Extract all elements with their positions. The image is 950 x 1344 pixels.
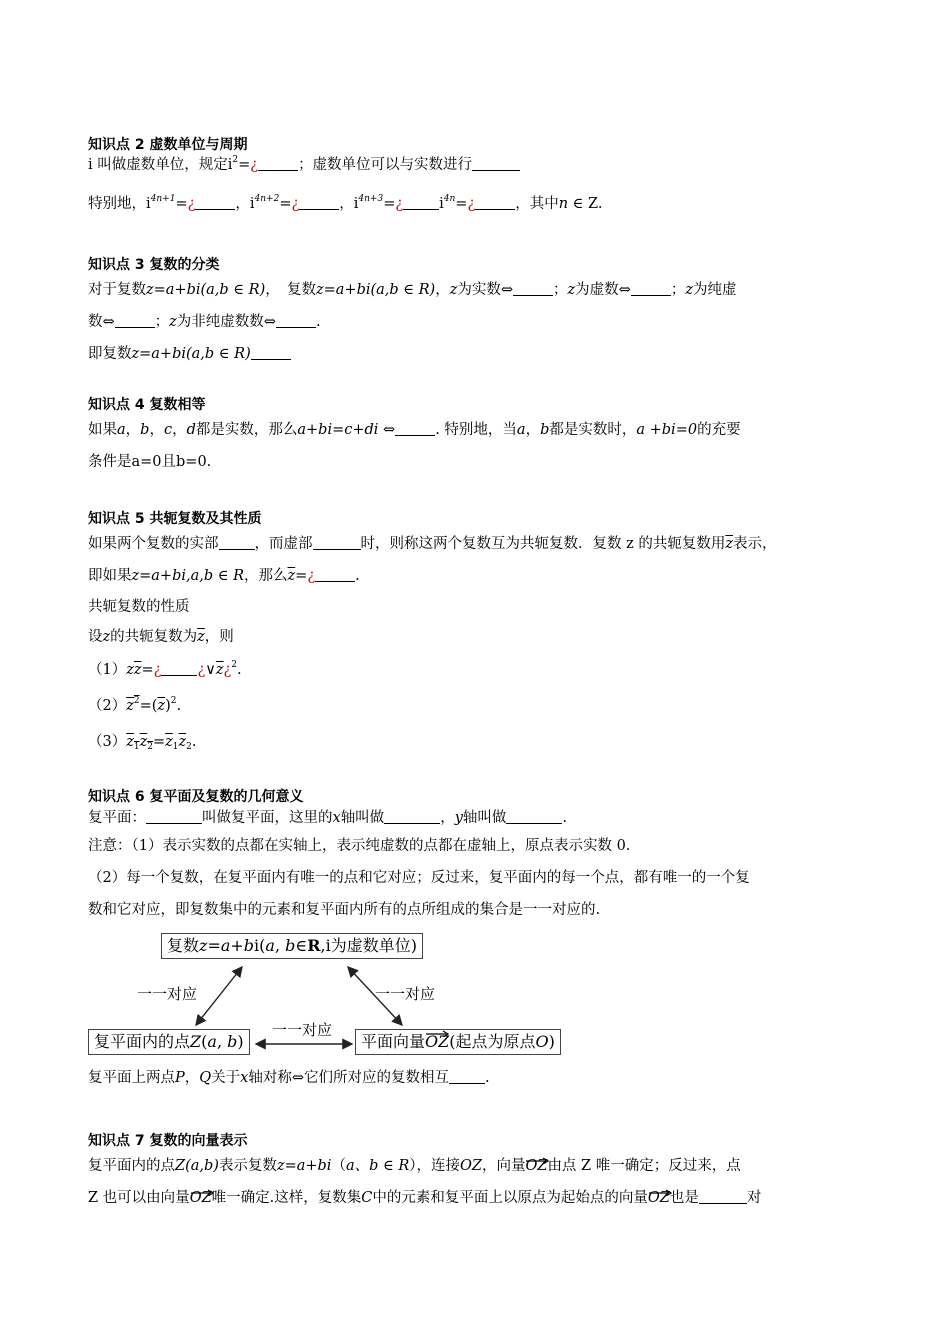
section-5-title: 知识点 5 共轭复数及其性质 bbox=[88, 511, 262, 527]
blank[interactable] bbox=[513, 281, 553, 296]
section-3-title: 知识点 3 复数的分类 bbox=[88, 257, 220, 273]
section-6-line-3: （2）每一个复数，在复平面内有唯一的点和它对应；反过来，复平面内的每一个点，都有唯一的一个复 bbox=[88, 870, 750, 886]
blank[interactable] bbox=[313, 535, 361, 550]
section-7-line-1: 复平面内的点Z(a,b)表示复数z=a+bi（a、b ∈ R），连接OZ，向量OZ 由点 Z 唯一确定；反过来，点 bbox=[88, 1158, 741, 1174]
blank[interactable] bbox=[475, 195, 515, 210]
section-2 bbox=[88, 136, 863, 220]
blank[interactable] bbox=[115, 313, 155, 328]
section-5-line-3: 共轭复数的性质 bbox=[88, 599, 190, 615]
vector-oz: OZ bbox=[189, 1190, 212, 1206]
blank[interactable] bbox=[146, 809, 202, 824]
box-vector: 平面向量OZ (起点为原点O) bbox=[355, 1029, 561, 1055]
section-7 bbox=[88, 1132, 863, 1214]
label-mid: 一一对应 bbox=[272, 1021, 333, 1039]
blank[interactable] bbox=[449, 1069, 485, 1084]
section-5-line-4: 设z的共轭复数为$\overline{z}$，则 bbox=[88, 629, 234, 645]
section-4 bbox=[88, 396, 863, 478]
section-6-footer bbox=[88, 1062, 863, 1094]
section-5 bbox=[88, 510, 863, 760]
property-2: $(2)z^2=(\overline{z})^2$. bbox=[88, 696, 182, 714]
blank[interactable] bbox=[276, 313, 316, 328]
blank[interactable] bbox=[631, 281, 671, 296]
box-point: 复平面内的点Z(a, b) bbox=[88, 1029, 250, 1055]
section-7-title: 知识点 7 复数的向量表示 bbox=[88, 1133, 248, 1149]
vector-oz: OZ bbox=[525, 1158, 548, 1174]
section-6-line-4: 数和它对应，即复数集中的元素和复平面内所有的点所组成的集合是一一对应的. bbox=[88, 902, 601, 918]
property-1: $(1)z\overline{z}=¿$ ¿$\vee\overline{z}¿^2$. bbox=[88, 660, 242, 678]
blank[interactable] bbox=[251, 345, 291, 360]
vector-oz: OZ bbox=[425, 1032, 450, 1051]
section-6-line-1: 复平面： 叫做复平面，这里的x轴叫做 ，y轴叫做 . bbox=[88, 810, 567, 826]
label-right: 一一对应 bbox=[375, 985, 436, 1003]
section-3-line-1: 对于复数z=a+bi(a,b ∈ R)， 复数z=a+bi(a,b ∈ R)，z为实数⇔ ；z为虚数⇔ ；z为纯虚 bbox=[88, 282, 737, 298]
blank[interactable] bbox=[161, 661, 197, 676]
arrow-top-left bbox=[196, 967, 242, 1025]
blank[interactable] bbox=[315, 567, 355, 582]
property-3: $(3)z_1z_2=\overline{z}_1\overline{z}_2$. bbox=[88, 734, 197, 752]
blank[interactable] bbox=[384, 809, 440, 824]
section-6-line-5: 复平面上两点P，Q关于x轴对称⇔它们所对应的复数相互 . bbox=[88, 1070, 490, 1086]
correspondence-diagram bbox=[80, 925, 600, 1065]
blank[interactable] bbox=[195, 195, 235, 210]
section-2-line-1: i 叫做虚数单位，规定$i^2=¿$ ；虚数单位可以与实数进行 bbox=[88, 154, 863, 176]
section-3-line-3: 即复数z=a+bi(a,b ∈ R) bbox=[88, 338, 863, 370]
section-2-line-2: 特别地，$i^{4n+1}=¿$ ，$i^{4n+2}=¿$ ，$i^{4n+3}=¿$ $i^{4n}=¿$ ，其中n ∈ Z. bbox=[88, 194, 603, 212]
blank[interactable] bbox=[472, 156, 520, 171]
section-2-title: 知识点 2 虚数单位与周期 bbox=[88, 137, 248, 153]
section-5-line-2: 即如果z=a+bi,a,b ∈ R，那么$\overline{z}=¿$ . bbox=[88, 568, 360, 584]
box-complex-number: 复数z=a+bi(a, b∈R,i为虚数单位) bbox=[161, 933, 423, 959]
section-3-line-2: 数⇔ ；z为非纯虚数数⇔ . bbox=[88, 314, 321, 330]
blank[interactable] bbox=[219, 535, 255, 550]
blank[interactable] bbox=[403, 195, 439, 210]
blank[interactable] bbox=[506, 809, 562, 824]
blank[interactable] bbox=[258, 156, 298, 171]
label-left: 一一对应 bbox=[137, 985, 198, 1003]
section-5-line-1: 如果两个复数的实部 ，而虚部 时，则称这两个复数互为共轭复数．复数 z 的共轭复数用$\overline{z}$表示， bbox=[88, 536, 777, 552]
section-7-line-2: Z 也可以由向量OZ 唯一确定.这样，复数集C中的元素和复平面上以原点为起始点的向量OZ 也是 对 bbox=[88, 1190, 762, 1206]
blank[interactable] bbox=[395, 421, 435, 436]
vector-oz: OZ bbox=[647, 1190, 670, 1206]
section-4-line-2: 条件是a=0且b=0. bbox=[88, 454, 212, 470]
section-4-title: 知识点 4 复数相等 bbox=[88, 397, 206, 413]
section-3 bbox=[88, 256, 863, 370]
blank[interactable] bbox=[299, 195, 339, 210]
section-6-title: 知识点 6 复平面及复数的几何意义 bbox=[88, 789, 304, 805]
section-4-line-1: 如果a，b，c，d都是实数，那么a+bi=c+di ⇔ . 特别地，当a，b都是实数时，a +bi=0的充要 bbox=[88, 422, 741, 438]
section-6-line-2: 注意：（1）表示实数的点都在实轴上，表示纯虚数的点都在虚轴上，原点表示实数 0. bbox=[88, 838, 631, 854]
section-6 bbox=[88, 788, 863, 926]
blank[interactable] bbox=[699, 1189, 747, 1204]
